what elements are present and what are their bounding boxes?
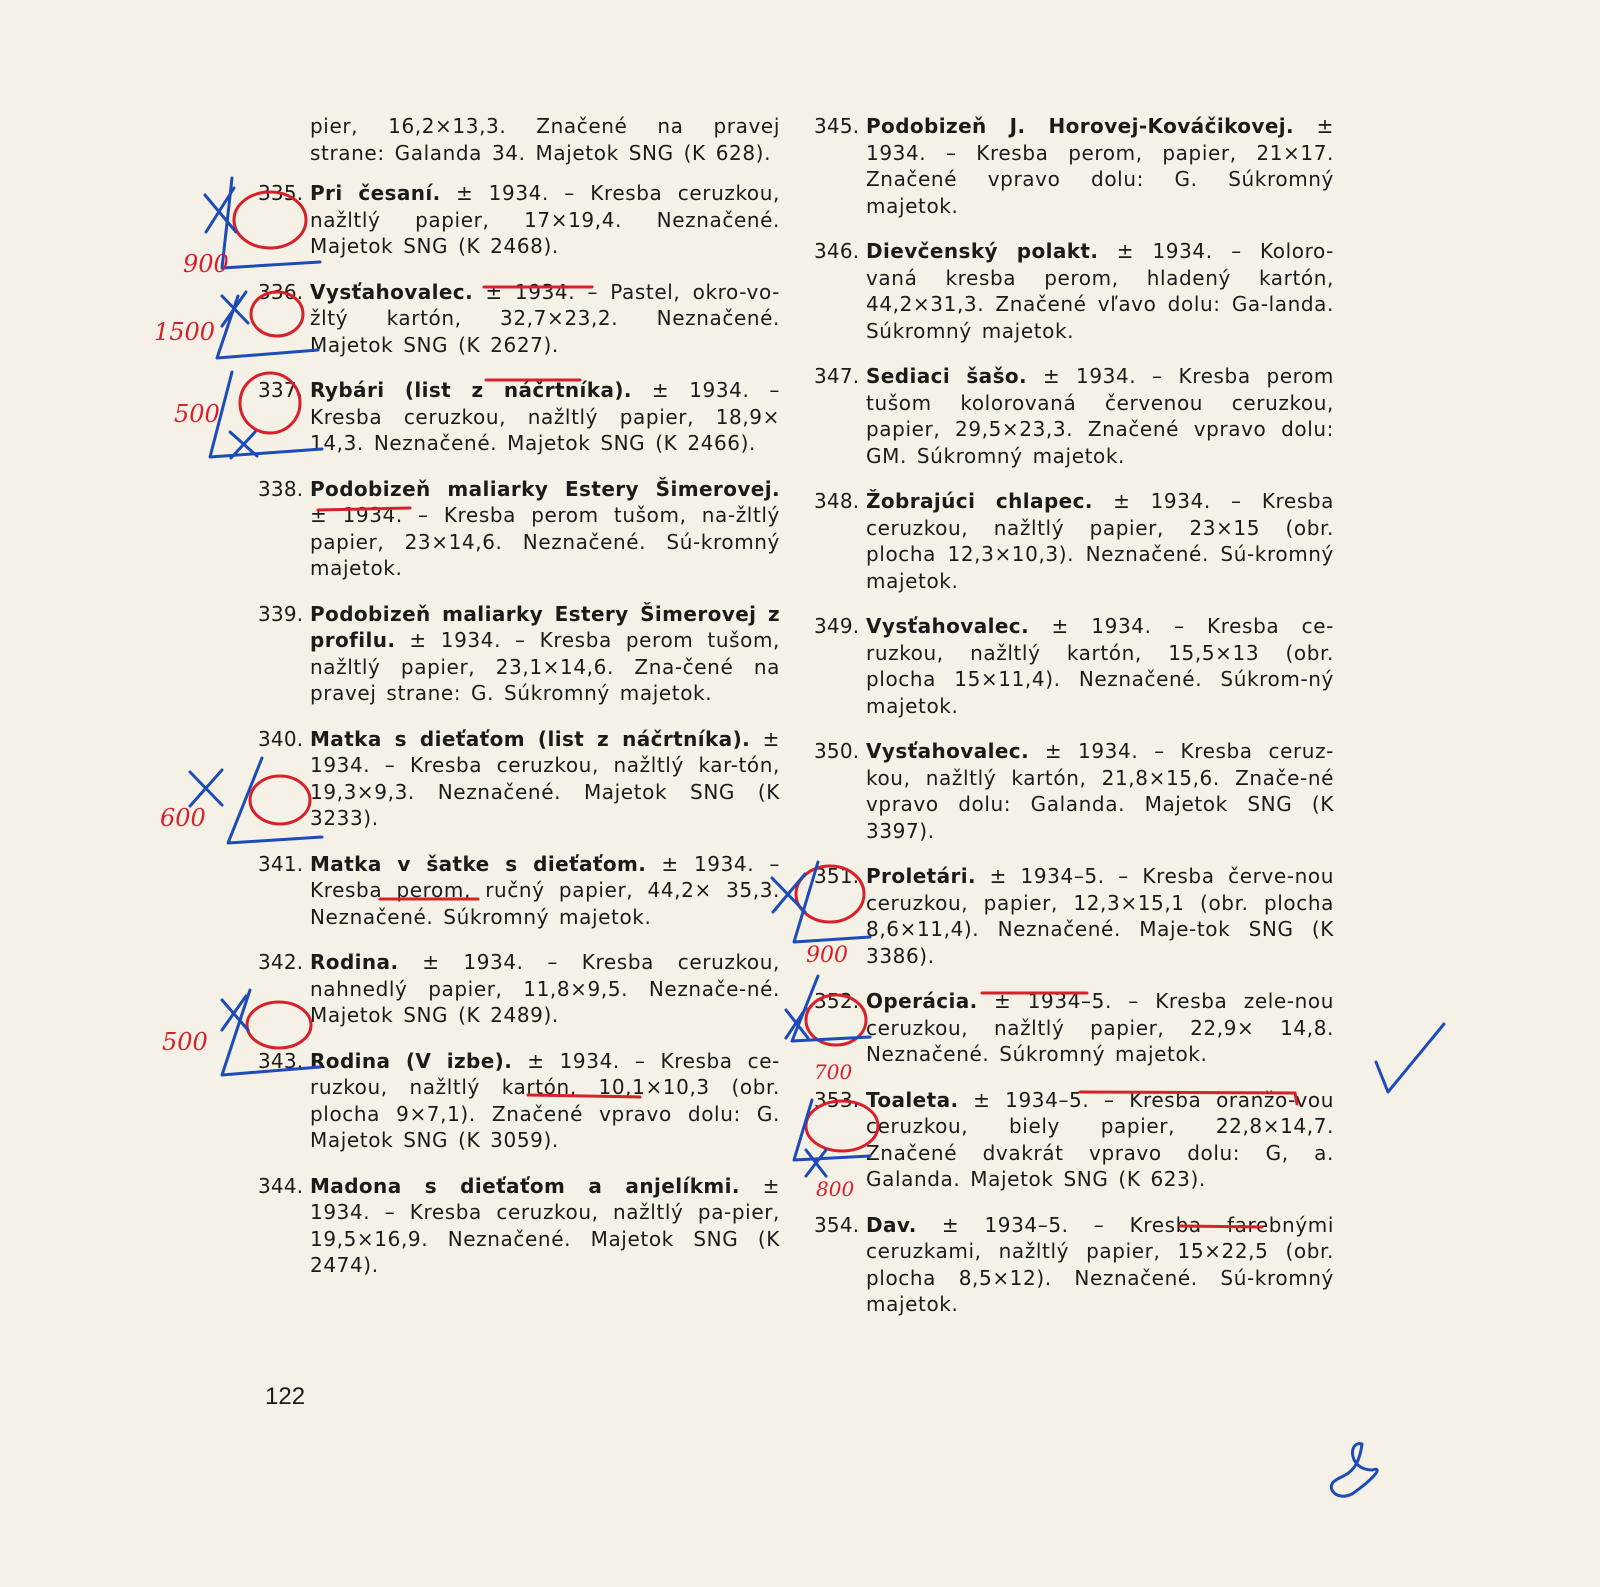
entry-number: 343. <box>258 1048 304 1073</box>
catalogue-entry <box>814 363 1334 469</box>
entry-text <box>866 613 1334 719</box>
catalogue-entry <box>814 738 1334 844</box>
entry-title: Matka s dieťaťom (list z náčrtníka). <box>310 726 751 751</box>
entry-number: 335. <box>258 181 304 205</box>
entry-body: ± 1934. – Kresba ceruzkou, nahnedlý papier, 11,8×9,5. Neznače-né. Majetok SNG (K 2489). <box>310 950 780 1027</box>
entry-number: 352. <box>814 989 860 1013</box>
entry-title: Operácia. <box>866 989 978 1013</box>
entry-body: ± 1934. – Koloro-vaná kresba perom, hladený kartón, 44,2×31,3. Značené vľavo dolu: Ga-landa. Súkromný majetok. <box>866 239 1334 343</box>
entry-number: 337. <box>258 378 304 402</box>
catalogue-entry <box>258 279 780 359</box>
entry-body: ± 1934. – Kresba perom tušom, na-žltlý papier, 23×14,6. Neznačené. Sú-kromný majetok. <box>310 503 780 580</box>
entry-text <box>310 601 780 707</box>
left-column <box>258 113 780 1298</box>
entry-text <box>310 1048 780 1154</box>
cross-342 <box>222 996 248 1030</box>
entry-title: Žobrajúci chlapec. <box>866 489 1093 513</box>
entry-title: Matka v šatke s dieťaťom. <box>310 851 647 876</box>
entry-title: Proletári. <box>866 864 977 888</box>
entry-number: 347. <box>814 364 860 388</box>
entry-text <box>866 488 1334 594</box>
entry-body: ± 1934. – Kresba ce-ruzkou, nažltlý kartón, 10,1×10,3 (obr. plocha 9×7,1). Značené vpravo dolu: G. Majetok SNG (K 3059). <box>310 1048 780 1152</box>
entry-number: 344. <box>258 1173 304 1198</box>
entry-body: ± 1934. – Kresba ceruzkou, nažltlý papier, 18,9× 14,3. Neznačené. Majetok SNG (K 2466). <box>310 378 780 455</box>
catalogue-entry <box>814 988 1334 1068</box>
entry-title: Podobizeň J. Horovej-Kováčikovej. <box>866 114 1295 138</box>
entry-number: 339. <box>258 601 304 626</box>
catalogue-entry <box>814 1087 1334 1193</box>
entry-number: 338. <box>258 476 304 501</box>
catalogue-entry <box>258 180 780 260</box>
entry-title: Podobizeň maliarky Estery Šimerovej z profilu. <box>310 601 780 652</box>
checkmark <box>1376 1024 1444 1092</box>
entry-continuation <box>258 113 780 166</box>
entry-text <box>310 377 780 457</box>
price-353: 800 <box>816 1177 855 1201</box>
entry-body: ± 1934. – Kresba ceruzkou, nažltlý pa-pier, 19,5×16,9. Neznačené. Majetok SNG (K 2474). <box>310 1173 780 1277</box>
entry-number: 341. <box>258 851 304 876</box>
entry-text <box>866 238 1334 344</box>
entry-number: 345. <box>814 114 860 138</box>
entry-body: ± 1934. – Kresba ceruzkou, nažltlý kar-tón, 19,3×9,3. Neznačené. Majetok SNG (K 3233). <box>310 726 780 830</box>
entry-number: 350. <box>814 739 860 763</box>
cross-337 <box>230 432 257 458</box>
entry-body: ± 1934. – Pastel, okro-vo-žltý kartón, 32,7×23,2. Neznačené. Majetok SNG (K 2627). <box>310 279 780 357</box>
entry-title: Vysťahovalec. <box>866 614 1030 638</box>
entry-number: 351. <box>814 864 860 888</box>
price-336: 1500 <box>154 318 216 346</box>
page-mark-8 <box>1331 1444 1377 1497</box>
entry-text <box>310 279 780 359</box>
entry-body: ± 1934. – Kresba ce-ruzkou, nažltlý kartón, 15,5×13 (obr. plocha 15×11,4). Neznačené. Súkrom-ný majetok. <box>866 614 1334 718</box>
catalogue-entry <box>814 113 1334 219</box>
price-352: 700 <box>814 1060 853 1084</box>
entry-text <box>866 738 1334 844</box>
entry-body: ± 1934–5. – Kresba zele-nou ceruzkou, nažltlý papier, 22,9× 14,8. Neznačené. Súkromný majetok. <box>866 989 1334 1066</box>
catalogue-entry <box>814 488 1334 594</box>
catalogue-entry <box>258 601 780 707</box>
entry-title: Vysťahovalec. <box>310 279 474 304</box>
entry-text <box>310 949 780 1029</box>
entry-number: 353. <box>814 1087 860 1112</box>
entry-number: 346. <box>814 239 860 263</box>
entry-text <box>866 988 1334 1068</box>
entry-body: ± 1934. – Kresba ceruzkou, nažltlý papier, 17×19,4. Neznačené. Majetok SNG (K 2468). <box>310 181 780 258</box>
entry-text <box>310 726 780 832</box>
catalogue-entry <box>258 1048 780 1154</box>
entry-number: 342. <box>258 950 304 974</box>
cross-335 <box>205 188 236 232</box>
entry-body: ± 1934–5. – Kresba farebnými ceruzkami, nažltlý papier, 15×22,5 (obr. plocha 8,5×12). Neznačené. Sú-kromný majetok. <box>866 1212 1334 1316</box>
entry-number: 340. <box>258 726 304 751</box>
entry-title: Vysťahovalec. <box>866 739 1030 763</box>
catalogue-entry <box>258 377 780 457</box>
price-351: 900 <box>806 943 848 968</box>
catalogue-entry <box>814 613 1334 719</box>
price-337: 500 <box>174 400 220 428</box>
entry-body: ± 1934–5. – Kresba oranžo-vou ceruzkou, biely papier, 22,8×14,7. Značené dvakrát vpravo dolu: G, a. Galanda. Majetok SNG (K 623). <box>866 1087 1334 1191</box>
entry-text: pier, 16,2×13,3. Značené na pravej strane: Galanda 34. Majetok SNG (K 628). <box>310 114 780 165</box>
entry-title: Rybári (list z náčrtníka). <box>310 378 632 402</box>
entry-text <box>310 180 780 260</box>
catalogue-entry <box>814 1212 1334 1318</box>
catalogue-entry <box>258 851 780 931</box>
entry-title: Dav. <box>866 1212 917 1237</box>
entry-title: Madona s dieťaťom a anjelíkmi. <box>310 1173 740 1198</box>
entry-text <box>866 1087 1334 1193</box>
cross-352 <box>786 1008 808 1038</box>
entry-number: 354. <box>814 1212 860 1237</box>
catalogue-entry <box>258 726 780 832</box>
entry-title: Pri česaní. <box>310 181 441 205</box>
entry-text <box>866 363 1334 469</box>
entry-title: Podobizeň maliarky Estery Šimerovej. <box>310 476 780 501</box>
catalogue-entry <box>258 1173 780 1279</box>
entry-title: Sediaci šašo. <box>866 364 1028 388</box>
entry-body: ± 1934. – Kresba perom, ručný papier, 44,2× 35,3. Neznačené. Súkromný majetok. <box>310 851 780 929</box>
entry-number: 336. <box>258 279 304 304</box>
entry-text <box>866 863 1334 969</box>
entry-title: Rodina (V izbe). <box>310 1048 513 1073</box>
entry-number: 348. <box>814 489 860 513</box>
entry-number: 349. <box>814 614 860 638</box>
entry-body: ± 1934. – Kresba perom tušom kolorovaná červenou ceruzkou, papier, 29,5×23,3. Značené vpravo dolu: GM. Súkromný majetok. <box>866 364 1334 468</box>
entry-title: Rodina. <box>310 950 399 974</box>
entry-text <box>310 1173 780 1279</box>
entry-body: ± 1934. – Kresba perom, papier, 21×17. Značené vpravo dolu: G. Súkromný majetok. <box>866 114 1334 218</box>
entry-body: ± 1934. – Kresba ceruz-kou, nažltlý kartón, 21,8×15,6. Znače-né vpravo dolu: Galanda. Majetok SNG (K 3397). <box>866 739 1334 843</box>
price-335: 900 <box>183 250 229 278</box>
right-column <box>814 113 1334 1337</box>
catalogue-entry <box>814 238 1334 344</box>
entry-text <box>866 1212 1334 1318</box>
entry-body: ± 1934. – Kresba perom tušom, nažltlý papier, 23,1×14,6. Zna-čené na pravej strane: G. Súkromný majetok. <box>310 628 780 705</box>
entry-text <box>310 476 780 582</box>
entry-text <box>310 851 780 931</box>
cross-340 <box>190 770 222 806</box>
entry-text <box>866 113 1334 219</box>
entry-title: Dievčenský polakt. <box>866 239 1099 263</box>
price-342: 500 <box>162 1028 208 1056</box>
catalogue-entry <box>258 476 780 582</box>
cross-336 <box>222 292 248 326</box>
entry-body: ± 1934–5. – Kresba červe-nou ceruzkou, papier, 12,3×15,1 (obr. plocha 8,6×11,4). Neznačené. Maje-tok SNG (K 3386). <box>866 864 1334 968</box>
entry-title: Toaleta. <box>866 1087 959 1112</box>
catalogue-entry <box>814 863 1334 969</box>
price-340: 600 <box>160 804 206 832</box>
catalogue-entry <box>258 949 780 1029</box>
entry-body: ± 1934. – Kresba ceruzkou, nažltlý papier, 23×15 (obr. plocha 12,3×10,3). Neznačené. Sú-kromný majetok. <box>866 489 1334 593</box>
page-number: 122 <box>265 1383 306 1410</box>
